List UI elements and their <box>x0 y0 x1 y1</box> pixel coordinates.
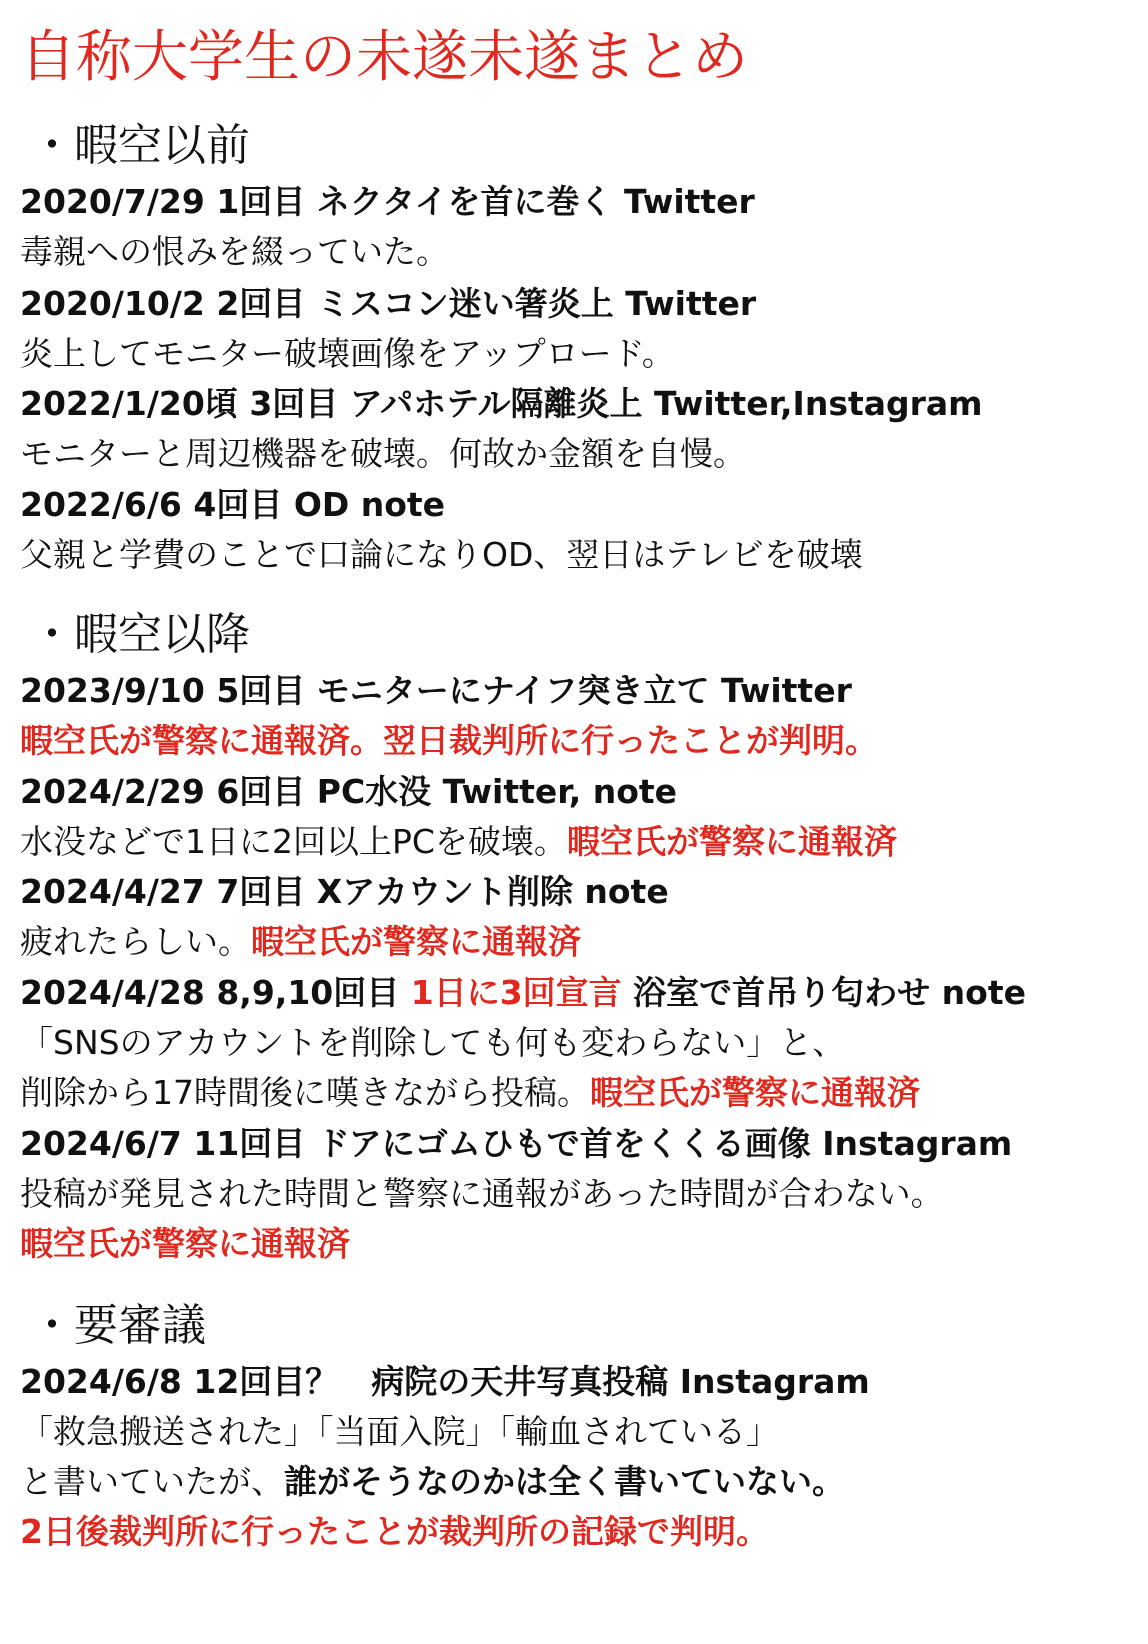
page-title: 自称大学生の未遂未遂まとめ <box>20 25 748 90</box>
section-heading-after: ・暇空以降 <box>30 609 250 660</box>
entry-body <box>20 818 897 866</box>
court-record-notice: 2日後裁判所に行ったことが裁判所の記録で判明。 <box>20 1512 769 1551</box>
entry-header: 2022/6/6 4回目 OD note <box>20 485 446 524</box>
section-heading-before: ・暇空以前 <box>30 120 250 171</box>
entry-body <box>20 1458 845 1506</box>
report-notice: 暇空氏が警察に通報済。翌日裁判所に行ったことが判明。 <box>20 721 878 760</box>
entry-header <box>20 969 1026 1017</box>
entry-header: 2024/4/27 7回目 Xアカウント削除 note <box>20 872 669 911</box>
entry-body: 毒親への恨みを綴っていた。 <box>20 232 449 271</box>
section-heading-review: ・要審議 <box>30 1300 206 1351</box>
entry-header: 2020/7/29 1回目 ネクタイを首に巻く Twitter <box>20 182 755 221</box>
entry-body: モニターと周辺機器を破壊。何故か金額を自慢。 <box>20 434 746 473</box>
entry-body: 「救急搬送された」「当面入院」「輸血されている」 <box>20 1412 779 1451</box>
entry-body-text: と書いていたが、 <box>20 1462 284 1501</box>
entry-header: 2020/10/2 2回目 ミスコン迷い箸炎上 Twitter <box>20 284 757 323</box>
entry-header-rest: 浴室で首吊り匂わせ note <box>621 973 1026 1012</box>
entry-body: 投稿が発見された時間と警察に通報があった時間が合わない。 <box>20 1174 944 1213</box>
report-notice: 暇空氏が警察に通報済 <box>251 922 581 961</box>
entry-body <box>20 1069 920 1117</box>
report-notice: 暇空氏が警察に通報済 <box>590 1073 920 1112</box>
entry-header: 2023/9/10 5回目 モニターにナイフ突き立て Twitter <box>20 671 852 710</box>
entry-header: 2024/2/29 6回目 PC水没 Twitter, note <box>20 772 678 811</box>
entry-header: 2024/6/7 11回目 ドアにゴムひもで首をくくる画像 Instagram <box>20 1124 1013 1163</box>
emphasis-text: 誰がそうなのかは全く書いていない。 <box>284 1462 845 1501</box>
report-notice: 暇空氏が警察に通報済 <box>566 822 897 861</box>
declaration-highlight: 1日に3回宣言 <box>410 973 622 1012</box>
entry-body-text: 疲れたらしい。 <box>20 922 251 961</box>
entry-header: 2022/1/20頃 3回目 アパホテル隔離炎上 Twitter,Instagram <box>20 384 983 423</box>
entry-body-text: 削除から17時間後に嘆きながら投稿。 <box>20 1073 590 1112</box>
report-notice: 暇空氏が警察に通報済 <box>20 1224 350 1263</box>
entry-header-date: 2024/4/28 8,9,10回目 <box>20 973 411 1012</box>
entry-body: 父親と学費のことで口論になりOD、翌日はテレビを破壊 <box>20 535 863 574</box>
entry-header: 2024/6/8 12回目？ 病院の天井写真投稿 Instagram <box>20 1362 870 1401</box>
entry-body-text: 水没などで1日に2回以上PCを破壊。 <box>20 822 567 861</box>
entry-body: 「SNSのアカウントを削除しても何も変わらない」と、 <box>20 1023 846 1062</box>
entry-body: 炎上してモニター破壊画像をアップロード。 <box>20 334 675 373</box>
entry-body <box>20 918 581 966</box>
